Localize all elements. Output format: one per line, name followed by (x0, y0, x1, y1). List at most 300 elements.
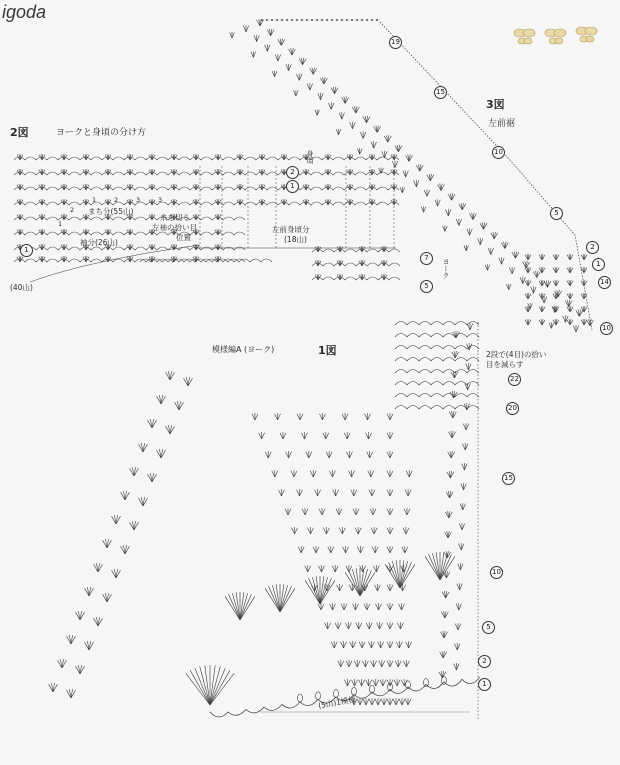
fig1-stitch-fan (94, 563, 103, 572)
fig1-stitch-fan (450, 391, 457, 398)
fig1-stitch-fan (379, 660, 385, 667)
fig1-stitch-fan (323, 527, 329, 534)
fig1-stitch-fan (387, 660, 393, 667)
fig3-stitch-fan (531, 286, 536, 293)
fig3-row-mark: 2 (586, 241, 599, 254)
fig3-stitch-fan (251, 51, 256, 57)
fig2-count-mark: 3 (158, 196, 163, 204)
fig2-count-mark: 3 (136, 196, 141, 204)
fig2-chain-row (14, 157, 399, 160)
fig1-stitch-fan (403, 527, 409, 534)
fig1-stitch-fan (369, 489, 375, 496)
fig2-label-yoku: ヨーク (442, 258, 450, 279)
fig1-stitch-fan (373, 679, 379, 686)
fig1-stitch-fan (393, 698, 399, 705)
fig1-stitch-fan (315, 489, 321, 496)
fig1-stitch-fan (454, 663, 459, 670)
fig1-stitch-fan (166, 371, 175, 380)
fig3-stitch-fan (331, 87, 338, 94)
fig1-stitch-fan (445, 511, 452, 518)
fig3-stitch-fan (567, 293, 573, 299)
fig1-stitch-fan (387, 451, 393, 458)
fig1-stitch-fan (313, 546, 319, 553)
fig3-stitch-fan (523, 261, 530, 268)
fig1-stitch-fan (441, 611, 448, 618)
fig1-stitch-fan (94, 617, 103, 626)
fig3-stitch-fan (539, 306, 545, 312)
fig2-label-hidari-mae: 左前身頃分 (272, 225, 310, 234)
fig1-stitch-fan (452, 351, 459, 358)
fig1-stitch-fan (121, 491, 130, 500)
fig1-chain-row (395, 346, 479, 350)
fig1-stitch-fan (360, 565, 366, 572)
fig3-stitch-fan (374, 126, 381, 133)
fig3-stitch-fan (539, 254, 545, 260)
fig1-stitch-fan (387, 698, 393, 705)
fig3-stitch-fan (352, 106, 359, 113)
fig1-stitch-fan (405, 489, 411, 496)
fig1-stitch-fan (349, 470, 355, 477)
fig1-stitch-fan (346, 660, 352, 667)
fig1-stitch-fan (378, 641, 384, 648)
fig1-stitch-fan (404, 508, 410, 515)
fig1-stitch-fan (368, 641, 374, 648)
fig3-stitch-fan (278, 39, 285, 46)
fig2-chain-row (14, 172, 399, 175)
fig3-stitch-fan (525, 319, 531, 325)
fig1-stitch-fan (319, 565, 325, 572)
fig1-stitch-fan (148, 473, 157, 482)
fig3-stitch-fan (357, 148, 362, 154)
fig1-stitch-fan (365, 413, 371, 420)
fig1-stitch-fan (440, 651, 447, 658)
fig1-large-fan (225, 592, 255, 620)
fig3-chain-dots (261, 19, 379, 21)
fig1-stitch-fan (112, 515, 121, 524)
fig1-stitch-fan (292, 527, 298, 534)
fig1-row-mark: 2 (478, 655, 491, 668)
fig3-stitch-fan (342, 97, 349, 104)
fig3-stitch-fan (416, 164, 423, 171)
fig3-stitch-fan (424, 190, 430, 197)
fig2-row-mark: 5 (420, 280, 433, 293)
fig1-stitch-fan (275, 413, 281, 420)
fig1-stitch-fan (387, 489, 393, 496)
fig3-stitch-fan (459, 203, 466, 210)
fig3-stitch-fan (318, 93, 323, 100)
fig3-stitch-fan (464, 245, 469, 251)
fig1-stitch-fan (336, 508, 342, 515)
fig1-stitch-fan (331, 641, 337, 648)
fig1-stitch-fan (359, 679, 365, 686)
fig3-stitch-fan (467, 228, 473, 235)
fig1-chain-row (395, 382, 479, 386)
fig3-row-mark: 1 (592, 258, 605, 271)
fig3-stitch-fan (581, 280, 587, 286)
brand-watermark: igoda (2, 2, 47, 22)
fig3-stitch-fan (339, 112, 344, 119)
fig3-stitch-fan (371, 141, 377, 148)
fig1-chain-row (395, 334, 479, 338)
fig1-large-fan (265, 584, 295, 612)
fig1-stitch-fan (403, 660, 409, 667)
fig1-picot (298, 694, 303, 702)
fig1-stitch-fan (453, 331, 460, 338)
fig1-stitch-fan (346, 451, 352, 458)
fig3-edge (380, 22, 592, 330)
fig3-stitch-fan (499, 257, 504, 264)
fig2-row-mark: 2 (286, 166, 299, 179)
fig1-stitch-fan (353, 603, 359, 610)
fig1-stitch-fan (463, 443, 468, 450)
fig3-row-mark: 15 (434, 86, 447, 99)
fig3-stitch-fan (469, 213, 476, 220)
fig1-stitch-fan (302, 508, 308, 515)
fig1-stitch-fan (372, 546, 378, 553)
fig1-chain-row (395, 322, 479, 326)
fig3-stitch-fan (448, 193, 455, 200)
fig2-count-mark: 2 (114, 196, 119, 204)
fig1-stitch-fan (387, 413, 393, 420)
fig1-stitch-fan (330, 603, 336, 610)
fig3-stitch-fan (525, 254, 531, 260)
fig1-stitch-fan (85, 587, 94, 596)
fig3-stitch-fan (288, 48, 295, 55)
fig2-left-mark: 1 (20, 244, 33, 257)
fig3-stitch-fan (297, 73, 303, 80)
fig1-stitch-fan (319, 508, 325, 515)
fig1-stitch-fan (387, 527, 393, 534)
fig3-stitch-fan (243, 25, 248, 32)
fig1-picot (316, 692, 321, 700)
fig1-stitch-fan (443, 571, 450, 578)
fig3-stitch-fan (435, 199, 440, 206)
fig1-stitch-fan (446, 491, 453, 498)
fig1-stitch-fan (366, 679, 372, 686)
fig1-stitch-fan (371, 527, 377, 534)
fig3-stitch-fan (438, 184, 445, 191)
fig3-stitch-fan (512, 251, 519, 258)
fig1-stitch-fan (130, 467, 139, 476)
fig2-label-mae-count: (18山) (284, 235, 307, 244)
fig3-stitch-fan (553, 280, 559, 286)
fig1-chain-row (395, 358, 479, 362)
fig1-stitch-fan (175, 401, 184, 410)
fig1-stitch-fan (339, 527, 345, 534)
fig3-stitch-fan (480, 222, 487, 229)
fig3-stitch-fan (501, 242, 508, 249)
fig3-stitch-fan (485, 264, 490, 270)
fig1-stitch-fan (341, 603, 347, 610)
fig3-stitch-fan (509, 267, 515, 274)
fig1-stitch-fan (332, 565, 338, 572)
fig1-stitch-fan (364, 603, 370, 610)
fig3-stitch-fan (406, 155, 413, 162)
fig1-stitch-fan (338, 660, 344, 667)
fig3-stitch-fan (267, 29, 274, 36)
fig3-stitch-fan (336, 129, 341, 135)
fig1-stitch-fan (455, 623, 460, 630)
fig1-stitch-fan (394, 679, 400, 686)
fig3-stitch-fan (395, 145, 402, 152)
fig1-large-fan (425, 552, 455, 580)
fig1-stitch-fan (323, 432, 329, 439)
fig3-stitch-fan (299, 58, 306, 65)
fig3-stitch-fan (230, 32, 235, 38)
fig3-stitch-fan (581, 306, 587, 312)
fig1-stitch-fan (449, 411, 456, 418)
fig3-stitch-fan (525, 293, 531, 299)
fig1-stitch-fan (301, 432, 307, 439)
fig3-stitch-fan (491, 232, 498, 239)
fig1-stitch-fan (67, 635, 76, 644)
fig1-stitch-fan (310, 470, 316, 477)
fig1-stitch-fan (387, 470, 393, 477)
fig1-stitch-fan (121, 545, 130, 554)
fig1-stitch-fan (357, 698, 363, 705)
fig3-stitch-fan (581, 254, 587, 260)
fig1-stitch-fan (343, 546, 349, 553)
fig1-stitch-fan (368, 470, 374, 477)
fig3-stitch-fan (533, 271, 540, 278)
fig1-stitch-fan (373, 565, 379, 572)
fig1-stitch-fan (341, 641, 347, 648)
fig3-stitch-fan (581, 267, 587, 273)
fig3-stitch-fan (443, 226, 448, 232)
fig1-bottom-note: (5山)1模様 (317, 694, 357, 711)
fig2-chain-row (312, 277, 400, 280)
fig1-stitch-fan (371, 660, 377, 667)
fig2-title: ヨークと身頃の分け方 (56, 128, 147, 138)
fig1-stitch-fan (352, 679, 358, 686)
fig3-stitch-fan (549, 322, 554, 328)
fig2-label-ito: 糸を切る (160, 213, 190, 222)
fig3-stitch-fan (525, 280, 531, 286)
fig1-row-mark: 5 (482, 621, 495, 634)
fig1-stitch-fan (462, 463, 467, 470)
fig1-large-fan (385, 560, 415, 588)
fig1-stitch-fan (325, 622, 331, 629)
fig1-stitch-fan (326, 451, 332, 458)
fig3-stitch-fan (414, 180, 419, 187)
fig3-stitch-fan (294, 90, 299, 96)
fig3-stitch-fan (400, 187, 405, 193)
fig1-stitch-fan (363, 698, 369, 705)
fig3-stitch-fan (320, 77, 327, 84)
fig1-large-fan (305, 576, 335, 604)
fig3-stitch-fan (392, 161, 398, 168)
fig1-stitch-fan (457, 583, 462, 590)
fig1-stitch-fan (402, 546, 408, 553)
fig1-stitch-fan (272, 470, 278, 477)
fig1-stitch-fan (344, 679, 350, 686)
fig1-stitch-fan (369, 698, 375, 705)
fig1-stitch-fan (333, 489, 339, 496)
fig3-stitch-fan (553, 267, 559, 273)
fig1-stitch-fan (350, 641, 356, 648)
fig1-stitch-fan (456, 603, 461, 610)
fig1-stitch-fan (335, 622, 341, 629)
fig2-count-mark: 2 (70, 206, 75, 214)
fig1-stitch-fan (461, 483, 466, 490)
fig2-chain-row (14, 202, 399, 205)
fig1-picot (442, 676, 447, 684)
fig3-stitch-fan (506, 284, 511, 290)
fig3-row-mark: 19 (389, 36, 402, 49)
fig3-stitch-fan (539, 280, 545, 286)
fig1-stitch-fan (387, 432, 393, 439)
fig2-label-machi: まち分(55山) (88, 207, 134, 216)
fig1-stitch-fan (376, 603, 382, 610)
fig1-stitch-fan (329, 470, 335, 477)
fig1-stitch-fan (458, 563, 463, 570)
fig1-stitch-fan (396, 641, 402, 648)
fig1-row-mark: 10 (490, 566, 503, 579)
fig3-stitch-fan (286, 64, 291, 71)
fig1-stitch-fan (447, 471, 454, 478)
fig1-stitch-fan (157, 449, 166, 458)
fig1-stitch-fan (366, 432, 372, 439)
fig2-label-migoro: 身頃 (306, 150, 314, 164)
fig1-stitch-fan (297, 489, 303, 496)
fig1-picot (424, 679, 429, 687)
fig1-stitch-fan (387, 641, 393, 648)
fig2-pointer (30, 245, 200, 282)
fig1-stitch-fan (130, 521, 139, 530)
fig3-row-mark: 14 (598, 276, 611, 289)
fig3-stitch-fan (265, 44, 270, 51)
fig1-stitch-fan (157, 395, 166, 404)
fig1-stitch-fan (259, 432, 265, 439)
fig1-title: 模様編A (ヨーク) (212, 345, 275, 354)
fig1-stitch-fan (406, 641, 412, 648)
fig1-stitch-fan (460, 503, 465, 510)
fig1-stitch-fan (305, 565, 311, 572)
fig2-label-hidari-sode: 左袖の拾い目 (152, 223, 197, 232)
fig1-stitch-fan (401, 679, 407, 686)
fig1-picot (406, 681, 411, 689)
fig1-stitch-fan (328, 546, 334, 553)
fig1-stitch-fan (395, 660, 401, 667)
fig3-title: 左前裾 (488, 119, 516, 129)
fig1-stitch-fan (139, 497, 148, 506)
fig1-stitch-fan (345, 622, 351, 629)
fig2-count-mark: 1 (92, 196, 97, 204)
fig1-stitch-fan (381, 698, 387, 705)
fig1-stitch-fan (278, 489, 284, 496)
fig1-stitch-fan (353, 508, 359, 515)
fig1-row-mark: 22 (508, 373, 521, 386)
fig2-row-mark: 7 (420, 252, 433, 265)
fig1-stitch-fan (285, 508, 291, 515)
fig1-stitch-fan (459, 523, 464, 530)
fig3-stitch-fan (328, 102, 334, 109)
fig3-stitch-fan (565, 300, 572, 307)
fig1-row-mark: 20 (506, 402, 519, 415)
fig3-stitch-fan (553, 254, 559, 260)
fig1-stitch-fan (308, 527, 314, 534)
fig1-stitch-fan (355, 527, 361, 534)
fig2-label-ichi: 位置 (176, 233, 191, 242)
fig1-stitch-fan (374, 584, 380, 591)
fig3-stitch-fan (275, 54, 281, 61)
fig3-stitch-fan (379, 168, 384, 174)
fig1-stitch-fan (387, 546, 393, 553)
fig2-label-sode: 袖分(26山) (80, 238, 118, 247)
fig1-chain-row (395, 394, 479, 398)
fig3-stitch-fan (567, 280, 573, 286)
fig1-stitch-fan (286, 451, 292, 458)
fig1-stitch-fan (166, 425, 175, 434)
fig1-chain-row (395, 370, 479, 374)
fig1-stitch-fan (184, 377, 193, 386)
fig3-stitch-fan (254, 35, 260, 42)
fig1-stitch-fan (112, 569, 121, 578)
fig1-stitch-fan (406, 470, 412, 477)
fig1-large-fan (345, 568, 375, 596)
fig1-stitch-fan (306, 451, 312, 458)
fig1-stitch-fan (76, 611, 85, 620)
fig1-stitch-fan (318, 603, 324, 610)
fig1-stitch-fan (103, 593, 112, 602)
fig1-stitch-fan (49, 683, 58, 692)
fig1-chain-row (395, 406, 479, 410)
fig1-stitch-fan (139, 443, 148, 452)
fig1-stitch-fan (58, 659, 67, 668)
fig3-stitch-fan (272, 71, 277, 77)
fig1-stitch-fan (387, 603, 393, 610)
fig2-count-mark: 1 (58, 220, 63, 228)
fig1-stitch-fan (442, 591, 449, 598)
fig3-stitch-fan (315, 109, 320, 115)
fig2-row-mark: 1 (286, 180, 299, 193)
fig1-stitch-fan (387, 508, 393, 515)
fig1-stitch-fan (387, 622, 393, 629)
fig3-stitch-fan (350, 122, 356, 129)
fig1-stitch-fan (441, 631, 448, 638)
fig1-stitch-fan (445, 531, 452, 538)
fig3-stitch-fan (446, 209, 452, 216)
fig1-stitch-fan (377, 622, 383, 629)
fig3-stitch-fan (456, 219, 461, 226)
fig1-stitch-fan (252, 413, 258, 420)
fig3-stitch-fan (384, 135, 391, 142)
fig1-stitch-fan (76, 665, 85, 674)
fig1-stitch-fan (449, 431, 456, 438)
fig3-stitch-fan (581, 293, 587, 299)
fig1-stitch-fan (351, 489, 357, 496)
fig1-note: 2段で(4目)の拾い目を減らす (486, 350, 547, 369)
fig1-stitch-fan (448, 451, 455, 458)
fig1-stitch-fan (344, 432, 350, 439)
fig3-stitch-fan (553, 319, 559, 325)
fig1-stitch-fan (103, 539, 112, 548)
fig1-stitch-fan (349, 584, 355, 591)
fig2-chain-row (312, 263, 400, 266)
fig1-stitch-fan (380, 679, 386, 686)
fig1-stitch-fan (297, 413, 303, 420)
fig2-label-count40: (40山) (10, 283, 33, 292)
fig3-stitch-fan (427, 174, 434, 181)
fig1-stitch-fan (455, 643, 460, 650)
fig3-stitch-fan (403, 170, 408, 177)
fig3-stitch-fan (576, 309, 583, 316)
fig3-stitch-fan (563, 315, 569, 322)
fig1-row-mark: 1 (478, 678, 491, 691)
fig1-stitch-fan (265, 451, 271, 458)
fig1-stitch-fan (370, 508, 376, 515)
fig1-stitch-fan (399, 698, 405, 705)
